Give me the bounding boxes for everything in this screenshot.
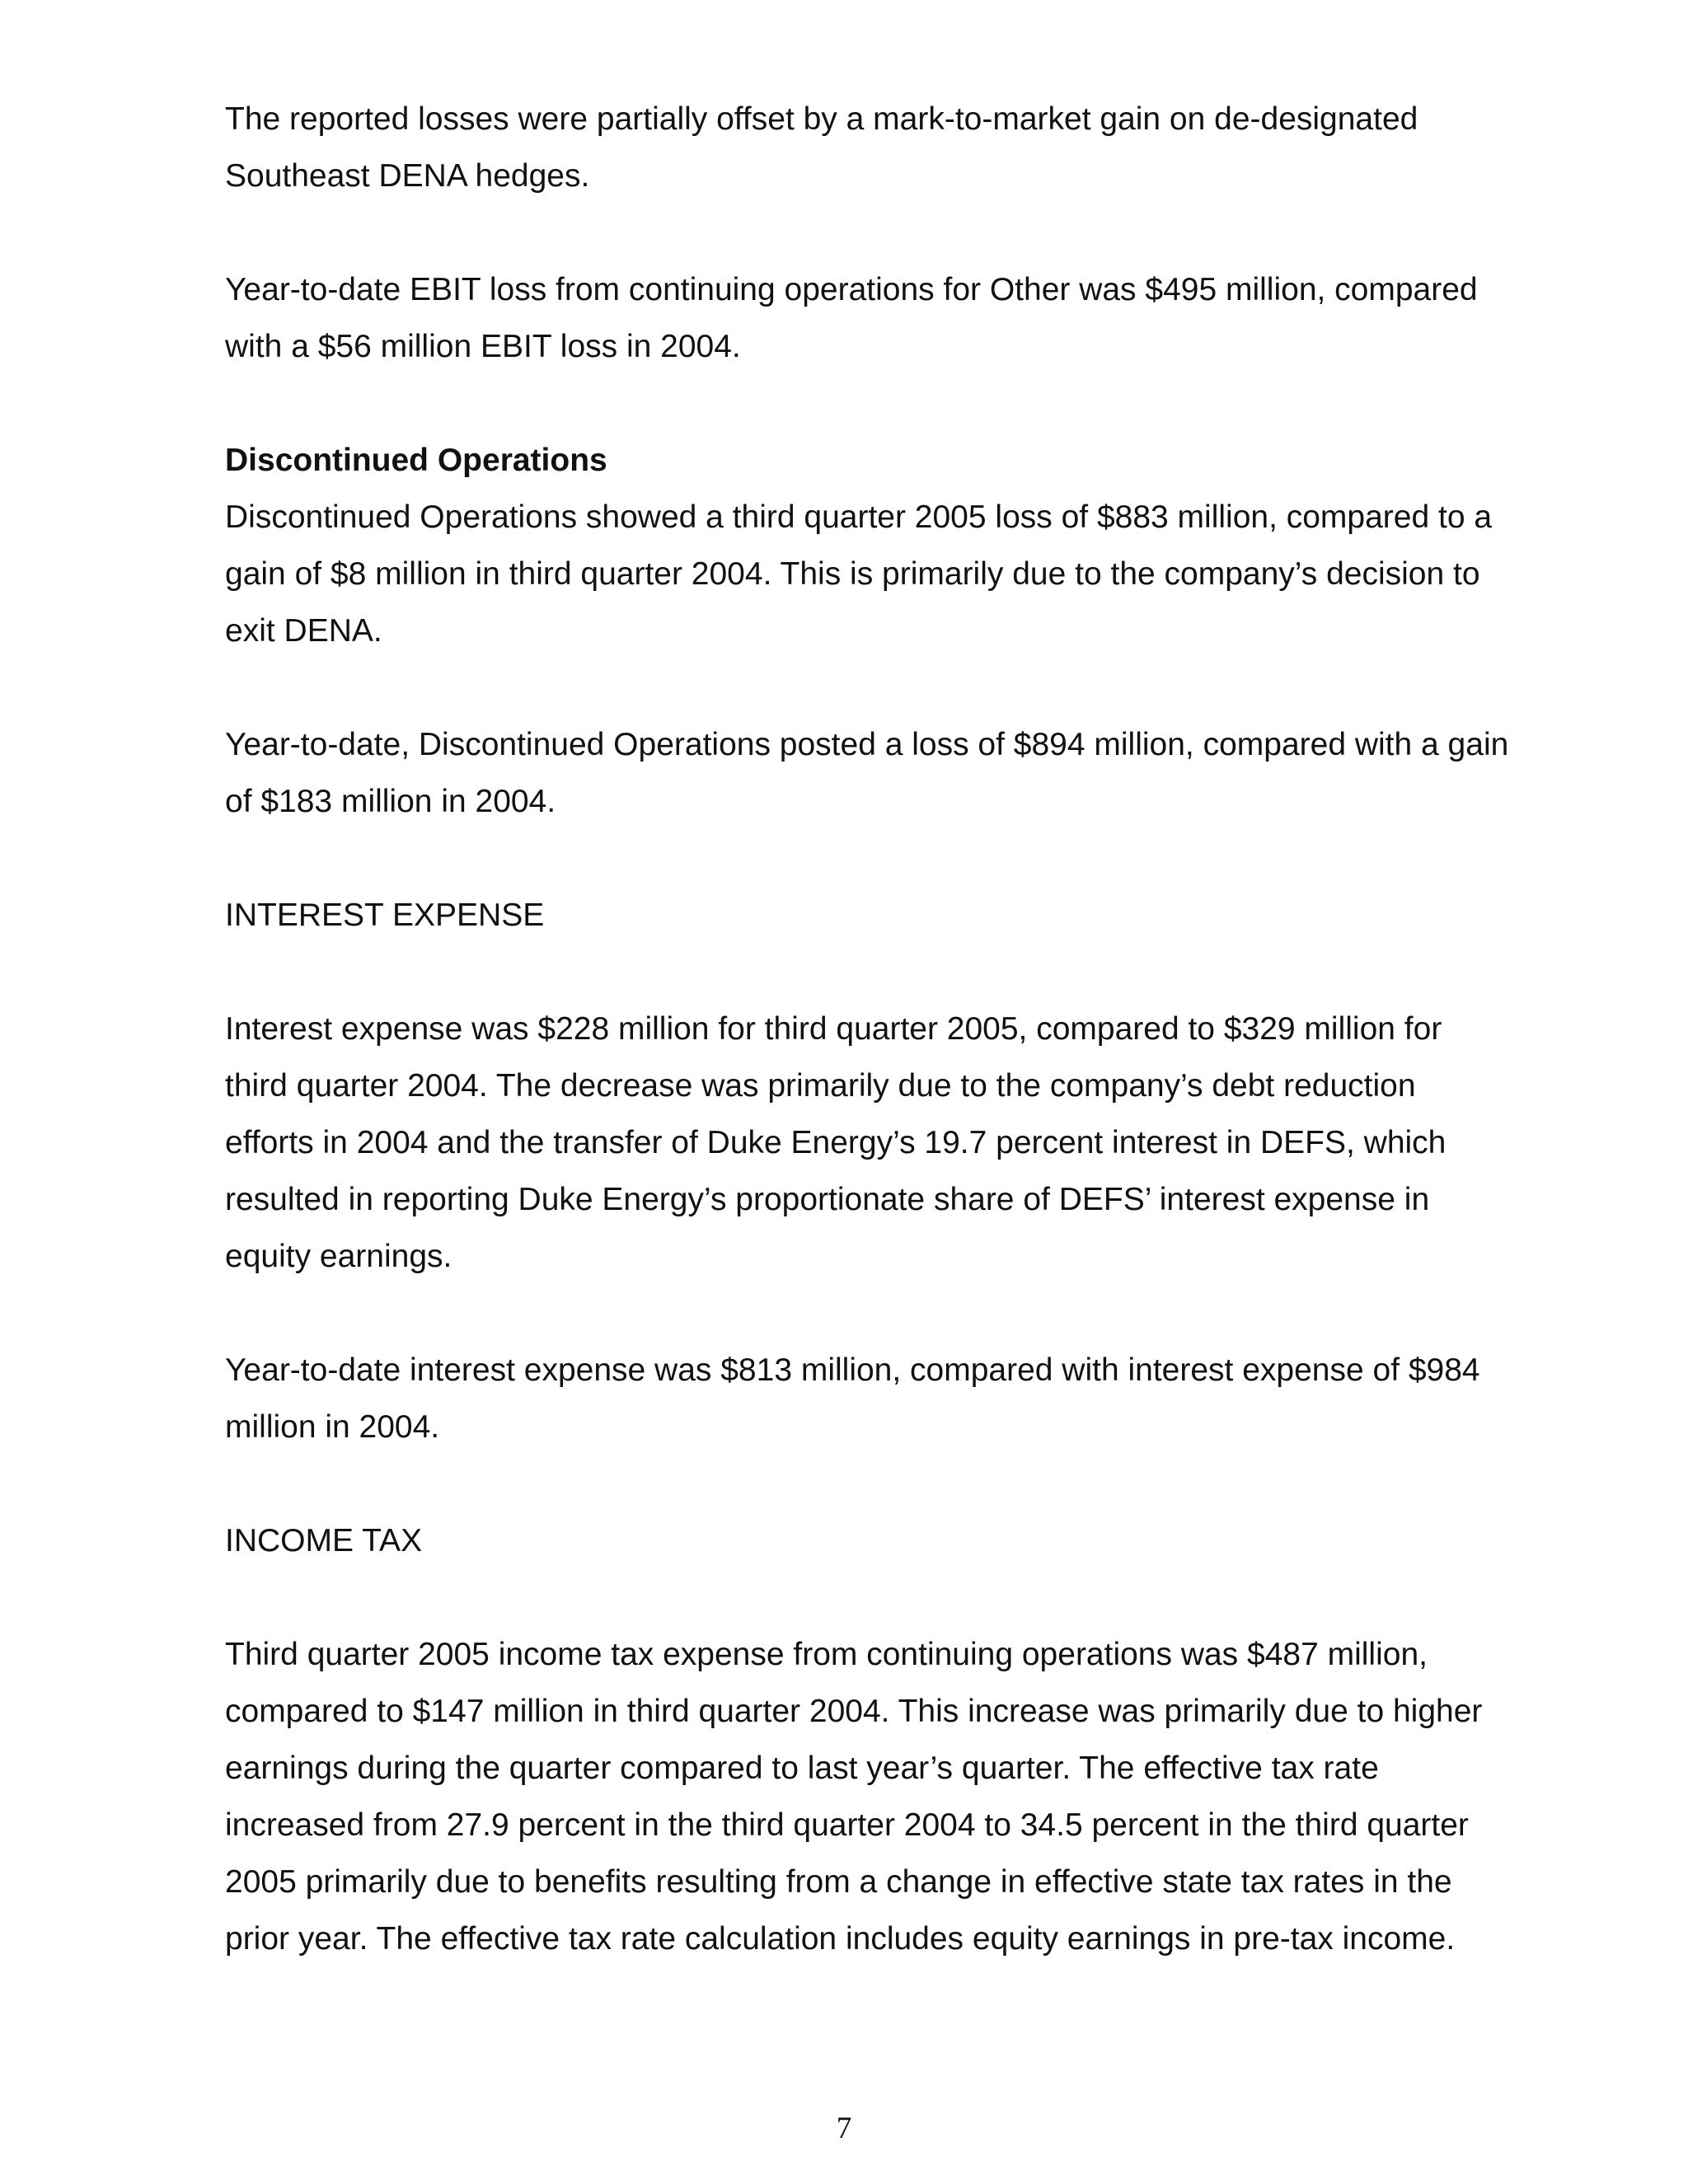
paragraph-ytd-ebit-other: Year-to-date EBIT loss from continuing operations for Other was $495 million, compared with a $56 million EBIT loss in 2004. [225,272,1478,364]
page-number: 7 [836,2111,852,2145]
paragraph-discontinued-ytd: Year-to-date, Discontinued Operations posted a loss of $894 million, compared with a gain of $183 million in 2004. [225,727,1509,819]
section-heading-income-tax: INCOME TAX [225,1523,423,1558]
paragraph-hedges-offset: The reported losses were partially offset by a mark-to-market gain on de-designated Southeast DENA hedges. [225,101,1418,194]
paragraph-discontinued-q3: Discontinued Operations showed a third quarter 2005 loss of $883 million, compared to a gain of $8 million in third quarter 2004. This is primarily due to the company’s decision to exit DENA. [225,499,1493,649]
paragraph-interest-q3: Interest expense was $228 million for third quarter 2005, compared to $329 million for third quarter 2004. The decrease was primarily due to the company’s debt reduction efforts in 2004 and the transfer of Duke Energy’s 19.7 percent interest in DEFS, which resulted in reporting Duke Energy’s proportionate share of DEFS’ interest expense in equity earnings. [225,1011,1447,1274]
paragraph-income-tax-q3: Third quarter 2005 income tax expense from continuing operations was $487 million, compared to $147 million in third quarter 2004. This increase was primarily due to higher earnings during the quarter compared to last year’s quarter. The effective tax rate increased from 27.9 percent in the third quarter 2004 to 34.5 percent in the third quarter 2005 primarily due to benefits resulting from a change in effective state tax rates in the prior year. The effective tax rate calculation includes equity earnings in pre-tax income. [225,1637,1483,1957]
document-body [225,91,1511,1967]
section-heading-interest-expense: INTEREST EXPENSE [225,898,545,933]
section-heading-discontinued-operations: Discontinued Operations [225,443,607,478]
paragraph-interest-ytd: Year-to-date interest expense was $813 million, compared with interest expense of $984 million in 2004. [225,1352,1480,1445]
